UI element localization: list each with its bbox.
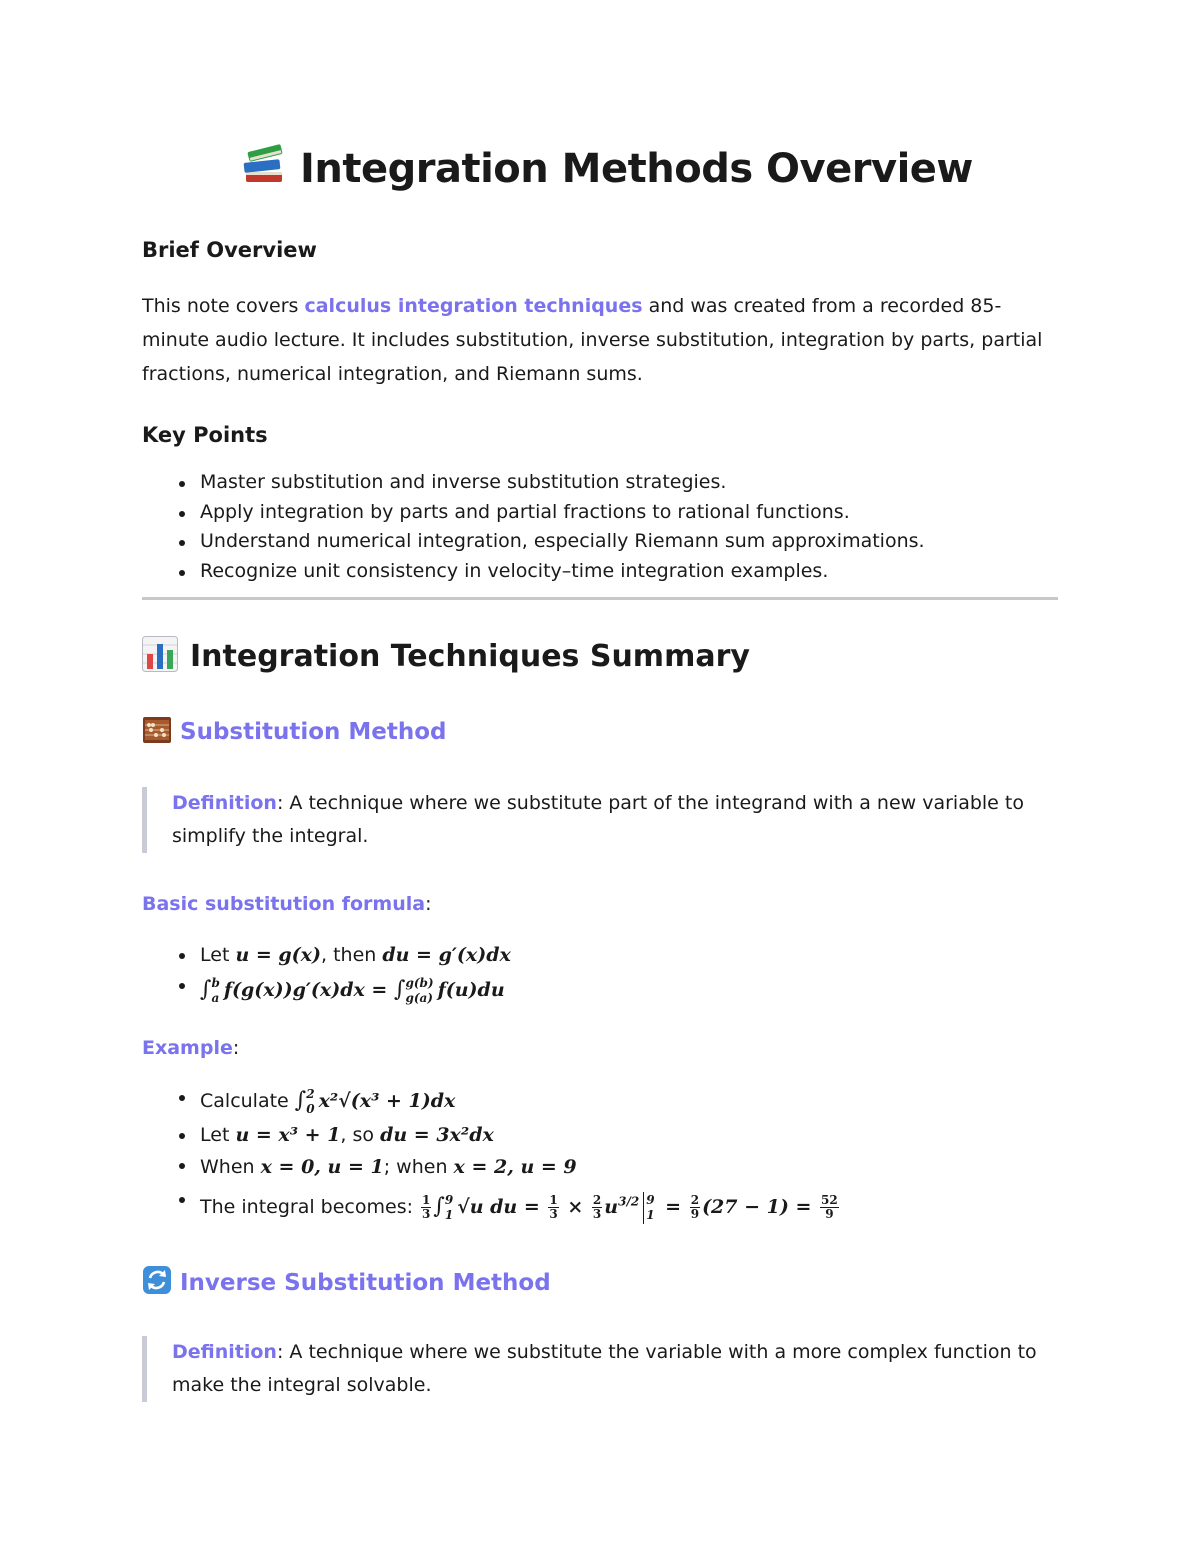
inverse-heading-text: Inverse Substitution Method bbox=[180, 1270, 551, 1296]
list-item: Master substitution and inverse substitution strategies. bbox=[142, 468, 925, 498]
upper-limit: 9 bbox=[646, 1192, 655, 1207]
numerator: 1 bbox=[549, 1193, 558, 1207]
list-item: Recognize unit consistency in velocity–time integration examples. bbox=[142, 557, 925, 587]
evaluation-bar bbox=[643, 1192, 644, 1224]
numerator: 2 bbox=[690, 1193, 700, 1207]
fraction bbox=[421, 1194, 431, 1221]
list-item bbox=[142, 940, 511, 970]
integral-limits bbox=[445, 1193, 453, 1223]
list-item bbox=[142, 1120, 841, 1150]
definition-label: Definition bbox=[172, 792, 277, 814]
substitution-heading-text: Substitution Method bbox=[180, 719, 447, 745]
abacus-icon bbox=[142, 716, 172, 750]
upper-limit: 9 bbox=[444, 1192, 454, 1207]
denominator: 3 bbox=[549, 1207, 558, 1221]
inverse-definition bbox=[142, 1336, 1058, 1402]
example-u-power: u bbox=[604, 1196, 619, 1218]
overview-paragraph bbox=[142, 289, 1058, 391]
numerator: 2 bbox=[592, 1193, 602, 1207]
example-bounds-b: x = 2, u = 9 bbox=[453, 1156, 577, 1178]
formula-du: du = g′(x)dx bbox=[382, 944, 511, 966]
example-prefix: Let bbox=[200, 1124, 236, 1146]
integral-sign: ∫ bbox=[433, 1194, 445, 1219]
integral-limits bbox=[211, 976, 219, 1006]
summary-heading bbox=[142, 636, 750, 680]
formula-let: Let bbox=[200, 944, 236, 966]
formula-rhs: f(u)du bbox=[437, 979, 505, 1001]
exponent: 3/2 bbox=[618, 1194, 640, 1209]
list-item: Apply integration by parts and partial fractions to rational functions. bbox=[142, 498, 925, 528]
fraction bbox=[690, 1194, 700, 1221]
list-item bbox=[142, 1150, 841, 1184]
formula-label: Basic substitution formula bbox=[142, 893, 426, 915]
bar-chart-icon bbox=[142, 636, 178, 680]
title-text: Integration Methods Overview bbox=[300, 146, 973, 192]
upper-limit: g(b) bbox=[405, 975, 434, 990]
substitution-definition bbox=[142, 787, 1058, 853]
key-points-heading: Key Points bbox=[142, 423, 268, 447]
formula-then: , then bbox=[321, 944, 383, 966]
formula-list bbox=[142, 940, 511, 1010]
example-colon: : bbox=[232, 1037, 240, 1059]
formula-colon: : bbox=[425, 893, 432, 915]
equals-sign: = bbox=[658, 1196, 688, 1218]
example-list bbox=[142, 1082, 841, 1230]
lower-limit: g(a) bbox=[405, 990, 433, 1005]
inverse-heading bbox=[142, 1265, 551, 1301]
numerator: 52 bbox=[821, 1193, 838, 1207]
cycle-arrows-icon bbox=[142, 1265, 172, 1301]
overview-text-start: This note covers bbox=[142, 295, 305, 317]
page-title bbox=[240, 142, 980, 196]
example-bounds-a: x = 0, u = 1 bbox=[260, 1156, 384, 1178]
example-prefix: Calculate bbox=[200, 1090, 295, 1112]
definition-text: : A technique where we substitute part of the integrand with a new variable to simplify the integral. bbox=[172, 792, 1024, 847]
lower-limit: 1 bbox=[646, 1207, 655, 1222]
substitution-heading bbox=[142, 716, 447, 750]
fraction bbox=[548, 1194, 558, 1221]
formula-lhs: f(g(x))g′(x)dx = bbox=[223, 979, 394, 1001]
list-item: Understand numerical integration, especially Riemann sum approximations. bbox=[142, 527, 925, 557]
denominator: 9 bbox=[825, 1207, 834, 1221]
overview-link[interactable]: calculus integration techniques bbox=[304, 295, 643, 317]
list-item bbox=[142, 1082, 841, 1120]
integral-sign: ∫ bbox=[294, 1088, 307, 1113]
denominator: 9 bbox=[690, 1207, 700, 1221]
integral-sign: ∫ bbox=[393, 977, 406, 1002]
example-paren: (27 − 1) = bbox=[702, 1196, 819, 1218]
divider bbox=[142, 597, 1058, 600]
denominator: 3 bbox=[422, 1207, 431, 1221]
upper-limit: b bbox=[211, 975, 220, 990]
example-expression: x²√(x³ + 1)dx bbox=[318, 1090, 456, 1112]
lower-limit: 1 bbox=[444, 1207, 454, 1222]
example-label: Example bbox=[142, 1037, 233, 1059]
example-u: u = x³ + 1 bbox=[235, 1124, 341, 1146]
fraction bbox=[820, 1194, 839, 1221]
key-points-list bbox=[142, 468, 925, 586]
integral-sign: ∫ bbox=[200, 977, 212, 1002]
fraction bbox=[592, 1194, 602, 1221]
list-item bbox=[142, 1184, 841, 1230]
example-prefix: The integral becomes: bbox=[200, 1196, 420, 1218]
example-integrand: √u du = bbox=[457, 1196, 547, 1218]
overview-heading: Brief Overview bbox=[142, 238, 317, 262]
upper-limit: 2 bbox=[306, 1086, 315, 1101]
lower-limit: a bbox=[211, 990, 220, 1005]
list-item bbox=[142, 970, 511, 1010]
times-sign: × bbox=[560, 1196, 590, 1218]
overview-text-end: and was created from a recorded 85-minute audio lecture. It includes substitution, inverse substitution, integration by parts, partial fractions, numerical integration, and Riemann sums. bbox=[142, 295, 1043, 385]
integral-limits bbox=[405, 976, 433, 1006]
example-prefix: When bbox=[200, 1156, 261, 1178]
formula-u: u = g(x) bbox=[235, 944, 321, 966]
definition-label: Definition bbox=[172, 1341, 277, 1363]
definition-text: : A technique where we substitute the variable with a more complex function to make the integral solvable. bbox=[172, 1341, 1037, 1396]
evaluation-limits bbox=[646, 1193, 654, 1223]
example-mid: , so bbox=[340, 1124, 381, 1146]
numerator: 1 bbox=[422, 1193, 431, 1207]
denominator: 3 bbox=[592, 1207, 602, 1221]
formula-label-line bbox=[142, 887, 1058, 921]
example-label-line bbox=[142, 1031, 1058, 1065]
integral-limits bbox=[306, 1087, 314, 1117]
lower-limit: 0 bbox=[306, 1101, 315, 1116]
example-du: du = 3x²dx bbox=[380, 1124, 494, 1146]
summary-heading-text: Integration Techniques Summary bbox=[190, 639, 750, 674]
books-icon bbox=[240, 142, 286, 196]
example-mid: ; when bbox=[383, 1156, 454, 1178]
